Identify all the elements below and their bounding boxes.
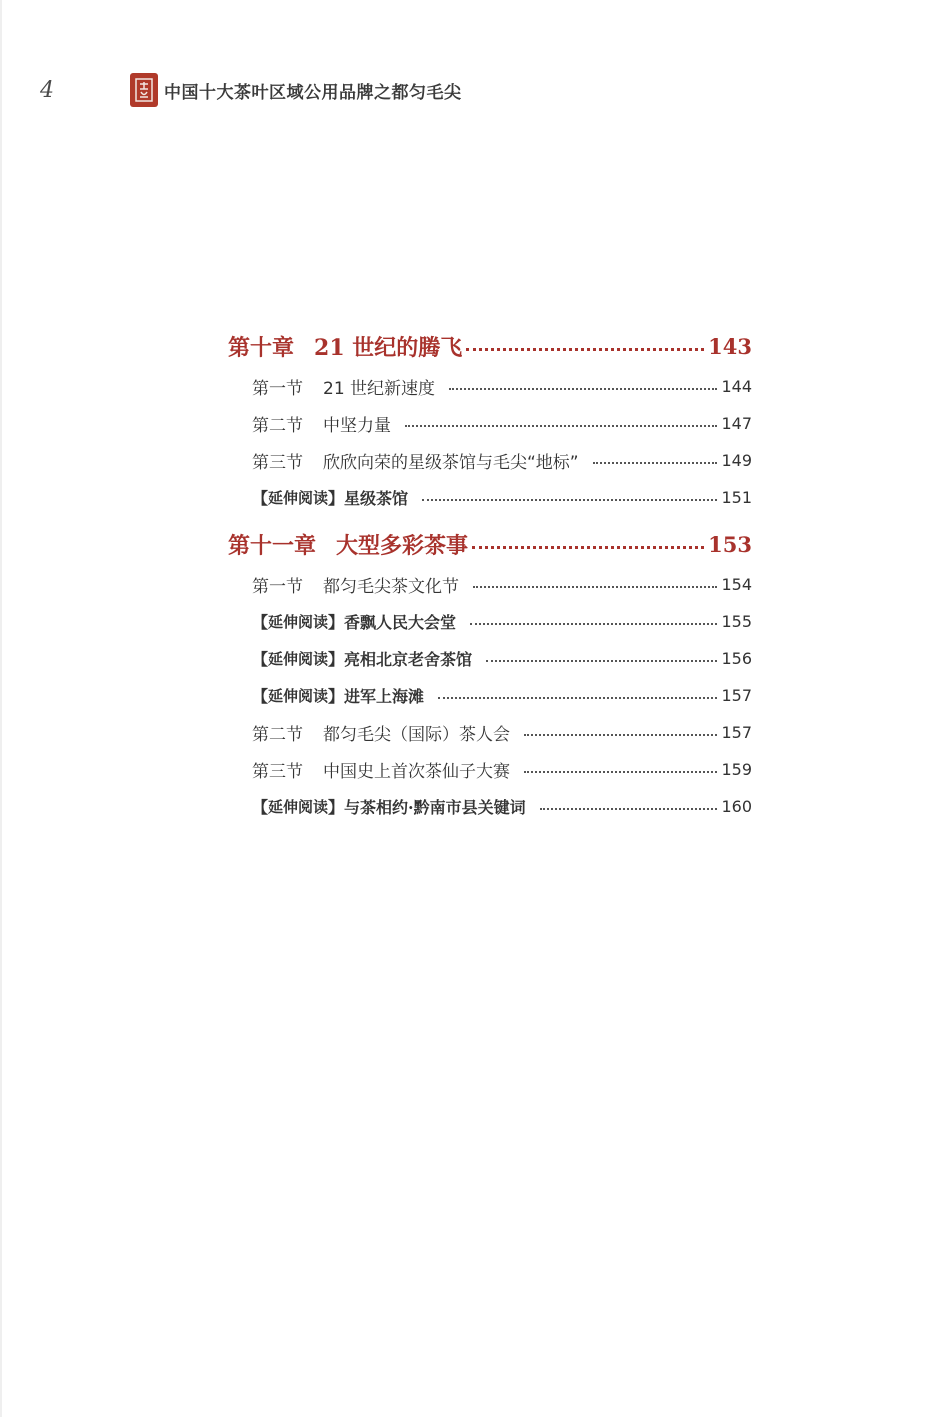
- chapter-title: 21 世纪的腾飞: [314, 334, 463, 361]
- bracket-close: 】: [328, 489, 345, 508]
- section-title: 中坚力量: [323, 416, 391, 436]
- section-title: 中国史上首次茶仙子大赛: [323, 762, 510, 782]
- seal-icon: [130, 73, 158, 107]
- toc-entry-section[interactable]: [228, 368, 752, 405]
- reading-title: 星级茶馆: [344, 489, 409, 508]
- entry-page: 154: [721, 575, 752, 594]
- bracket-open: 【: [252, 798, 269, 817]
- toc-entry-reading[interactable]: [228, 788, 752, 825]
- dot-leader: [449, 388, 717, 390]
- reading-label: 延伸阅读: [268, 613, 329, 631]
- toc-entry-section[interactable]: [228, 405, 752, 442]
- reading-title: 香飘人民大会堂: [344, 613, 457, 632]
- entry-page: 147: [721, 414, 752, 433]
- section-title: 都匀毛尖（国际）茶人会: [323, 725, 510, 745]
- toc-entry-reading[interactable]: [228, 603, 752, 640]
- reading-label: 延伸阅读: [268, 489, 329, 507]
- bracket-open: 【: [252, 650, 269, 669]
- dot-leader: [422, 499, 717, 501]
- dot-leader: [524, 734, 717, 736]
- reading-title: 进军上海滩: [344, 687, 425, 706]
- table-of-contents: [228, 328, 752, 825]
- toc-entry-section[interactable]: [228, 714, 752, 751]
- chapter-page: 143: [708, 333, 752, 359]
- page-number: 4: [40, 77, 54, 103]
- reading-label: 延伸阅读: [268, 687, 329, 705]
- section-title: 都匀毛尖茶文化节: [323, 577, 459, 597]
- dot-leader: [470, 623, 717, 625]
- chapter-label: 第十一章: [228, 532, 317, 559]
- section-title: 欣欣向荣的星级茶馆与毛尖“地标”: [323, 453, 579, 473]
- section-label: 第三节: [252, 762, 303, 782]
- page-header: [40, 70, 462, 110]
- reading-title: 与茶相约·黔南市县关键词: [344, 798, 526, 817]
- reading-label: 延伸阅读: [268, 798, 329, 816]
- entry-page: 159: [721, 760, 752, 779]
- entry-page: 155: [721, 612, 752, 631]
- reading-title: 亮相北京老舍茶馆: [344, 650, 473, 669]
- bracket-open: 【: [252, 613, 269, 632]
- section-title: 21 世纪新速度: [323, 379, 436, 399]
- running-title: 中国十大茶叶区域公用品牌之都匀毛尖: [164, 82, 462, 103]
- toc-entry-section[interactable]: [228, 442, 752, 479]
- toc-entry-reading[interactable]: [228, 479, 752, 516]
- chapter-page: 153: [708, 531, 752, 557]
- bracket-close: 】: [328, 613, 345, 632]
- toc-entry-section[interactable]: [228, 566, 752, 603]
- dot-leader: [486, 660, 717, 662]
- section-label: 第三节: [252, 453, 303, 473]
- entry-page: 149: [721, 451, 752, 470]
- entry-page: 156: [721, 649, 752, 668]
- bracket-close: 】: [328, 687, 345, 706]
- chapter-label: 第十章: [228, 334, 295, 361]
- section-label: 第一节: [252, 577, 303, 597]
- dot-leader: [540, 808, 718, 810]
- dot-leader: [593, 462, 718, 464]
- entry-page: 151: [721, 488, 752, 507]
- bracket-open: 【: [252, 489, 269, 508]
- entry-page: 157: [721, 723, 752, 742]
- dot-leader: [466, 348, 704, 351]
- chapter-heading[interactable]: [228, 526, 752, 562]
- dot-leader: [472, 546, 704, 549]
- bracket-open: 【: [252, 687, 269, 706]
- dot-leader: [405, 425, 717, 427]
- dot-leader: [524, 771, 717, 773]
- section-label: 第二节: [252, 416, 303, 436]
- toc-entry-section[interactable]: [228, 751, 752, 788]
- toc-entry-reading[interactable]: [228, 640, 752, 677]
- bracket-close: 】: [328, 798, 345, 817]
- reading-label: 延伸阅读: [268, 650, 329, 668]
- entry-page: 157: [721, 686, 752, 705]
- section-label: 第二节: [252, 725, 303, 745]
- dot-leader: [473, 586, 717, 588]
- chapter-heading[interactable]: [228, 328, 752, 364]
- bracket-close: 】: [328, 650, 345, 669]
- entry-page: 144: [721, 377, 752, 396]
- section-label: 第一节: [252, 379, 303, 399]
- dot-leader: [438, 697, 717, 699]
- chapter-title: 大型多彩茶事: [336, 532, 469, 559]
- toc-entry-reading[interactable]: [228, 677, 752, 714]
- entry-page: 160: [721, 797, 752, 816]
